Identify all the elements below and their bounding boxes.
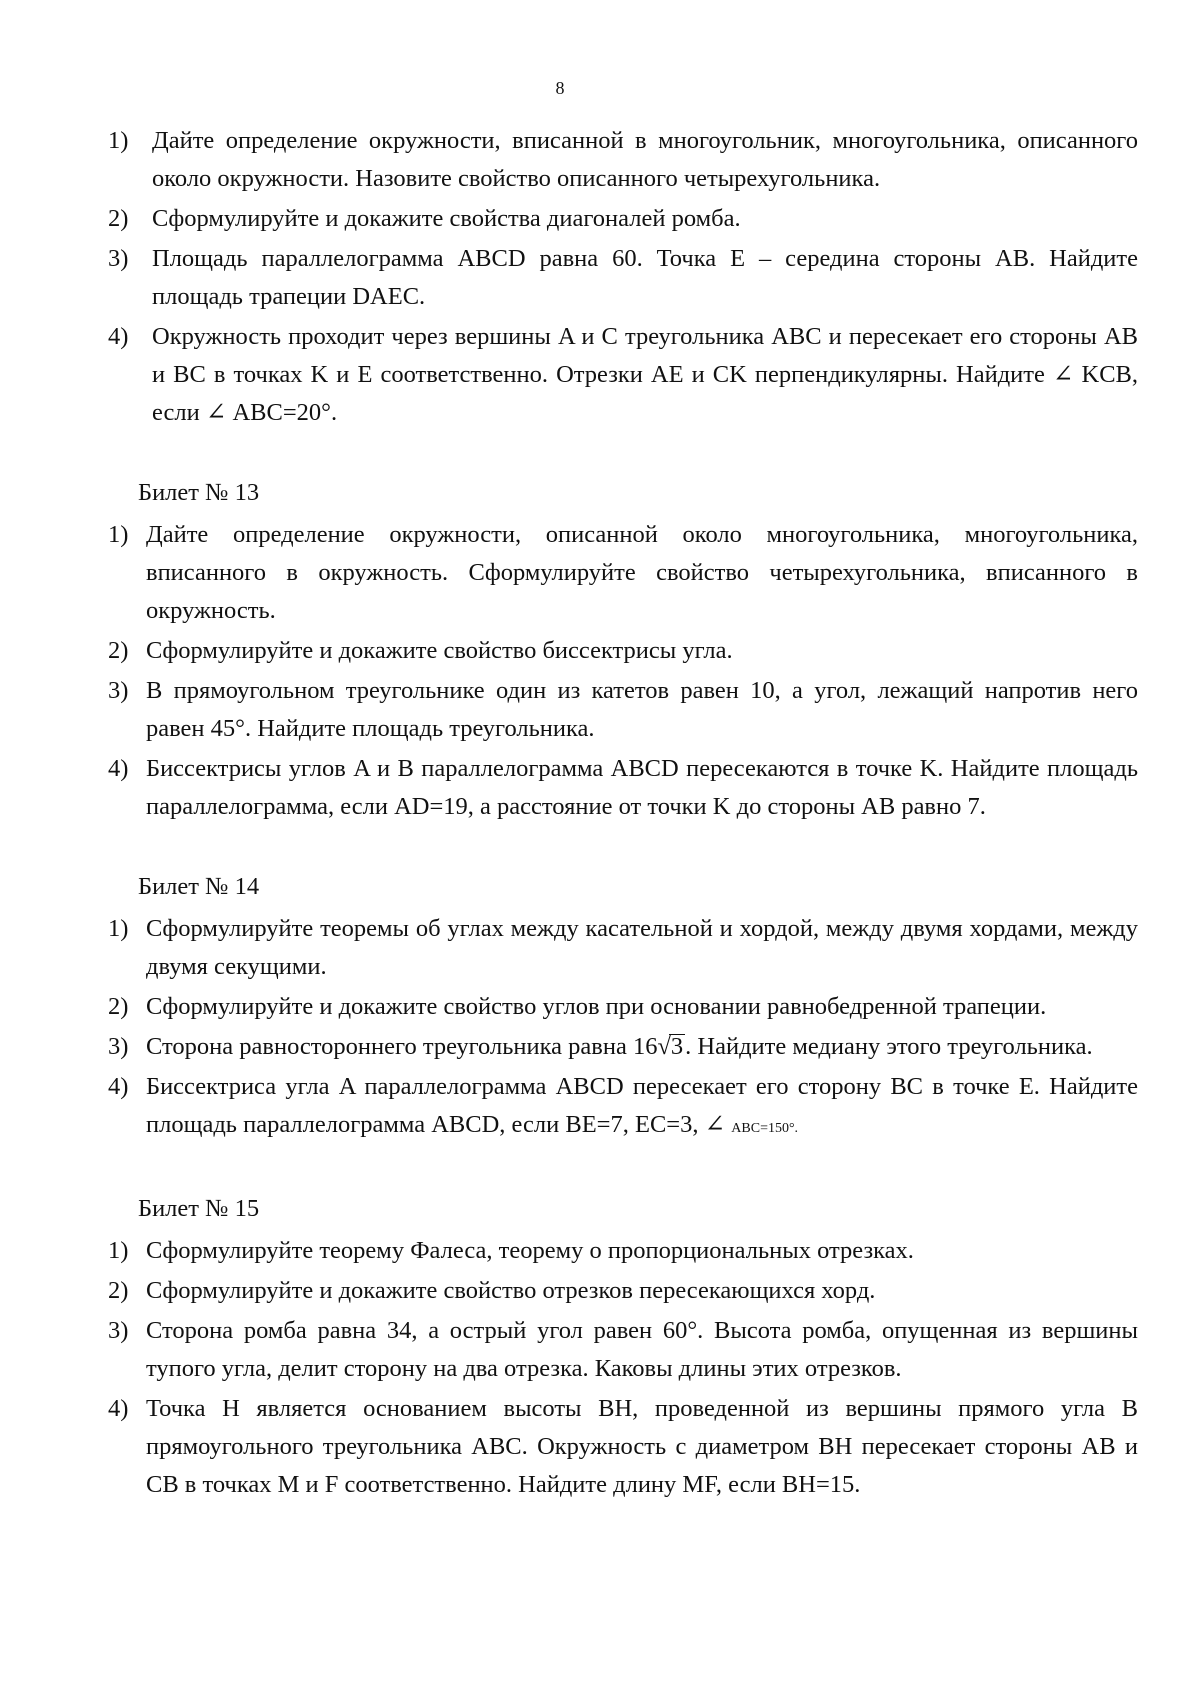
question-number: 3) xyxy=(108,1033,129,1060)
question-item xyxy=(108,200,1138,238)
question-text: Сформулируйте теорему Фалеса, теорему о пропорциональных отрезках. xyxy=(146,1237,914,1264)
question-item xyxy=(108,1272,1138,1310)
question-text: Биссектрисы углов A и B параллелограмма ABCD пересекаются в точке K. Найдите площадь параллелограмма, если AD=19, а расстояние от точки K до стороны AB равно 7. xyxy=(146,755,1138,820)
ticket-title: Билет № 13 xyxy=(138,479,260,506)
question-number: 3) xyxy=(108,677,129,704)
question-text: Сторона ромба равна 34, а острый угол равен 60°. Высота ромба, опущенная из вершины тупого угла, делит сторону на два отрезка. Каковы длины этих отрезков. xyxy=(146,1317,1138,1382)
ticket-title: Билет № 15 xyxy=(138,1195,260,1222)
question-text xyxy=(146,1028,1138,1066)
page-number: 8 xyxy=(555,78,565,98)
question-text: Окружность проходит через вершины A и C треугольника ABC и пересекает его стороны AB и BC в точках K и E соответственно. Отрезки AE и CK перпендикулярны. Найдите ∠ KCB, если ∠ ABC=20°. xyxy=(152,323,1138,426)
question-item xyxy=(108,750,1138,826)
question-number: 1) xyxy=(108,127,129,154)
question-item xyxy=(108,318,1138,432)
sqrt-radicand: 3 xyxy=(670,1033,684,1060)
question-text: В прямоугольном треугольнике один из катетов равен 10, а угол, лежащий напротив него равен 45°. Найдите площадь треугольника. xyxy=(146,677,1138,742)
question-text: Сформулируйте теоремы об углах между касательной и хордой, между двумя хордами, между двумя секущими. xyxy=(146,915,1138,980)
question-text-part: . Найдите медиану этого треугольника. xyxy=(685,1033,1093,1060)
question-item xyxy=(108,988,1138,1026)
question-text: Точка H является основанием высоты BH, проведенной из вершины прямого угла B прямоугольного треугольника ABC. Окружность с диаметром BH пересекает стороны AB и CB в точках M и F соответственно. Найдите длину MF, если BH=15. xyxy=(146,1395,1138,1498)
question-item xyxy=(108,632,1138,670)
question-text: Сформулируйте и докажите свойство углов при основании равнобедренной трапеции. xyxy=(146,993,1047,1020)
question-text: Площадь параллелограмма ABCD равна 60. Точка E – середина стороны AB. Найдите площадь трапеции DAEC. xyxy=(152,245,1138,310)
ticket-title: Билет № 14 xyxy=(138,873,260,900)
question-text: Дайте определение окружности, вписанной в многоугольник, многоугольника, описанного около окружности. Назовите свойство описанного четырехугольника. xyxy=(152,127,1138,192)
question-number: 2) xyxy=(108,1277,129,1304)
question-item xyxy=(108,1232,1138,1270)
question-text: Сформулируйте и докажите свойства диагоналей ромба. xyxy=(152,205,741,232)
document-body xyxy=(108,122,1138,1506)
question-number: 4) xyxy=(108,323,129,350)
question-text xyxy=(146,1068,1138,1148)
question-number: 1) xyxy=(108,1237,129,1264)
question-number: 1) xyxy=(108,915,129,942)
angle-value-small: ABC=150°. xyxy=(731,1121,799,1136)
question-number: 1) xyxy=(108,521,129,548)
question-item xyxy=(108,672,1138,748)
question-item xyxy=(108,122,1138,198)
question-text-part: Биссектриса угла A параллелограмма ABCD пересекает его сторону BC в точке E. Найдите площадь параллелограмма ABCD, если BE=7, EC=3, ∠ xyxy=(146,1073,1138,1138)
question-number: 3) xyxy=(108,1317,129,1344)
question-text: Сформулируйте и докажите свойство отрезков пересекающихся хорд. xyxy=(146,1277,876,1304)
ticket-15 xyxy=(108,1190,1138,1504)
question-block-continued xyxy=(108,122,1138,432)
question-item xyxy=(108,1312,1138,1388)
question-item xyxy=(108,1028,1138,1066)
question-item xyxy=(108,910,1138,986)
question-number: 3) xyxy=(108,245,129,272)
question-number: 4) xyxy=(108,1395,129,1422)
question-number: 2) xyxy=(108,637,129,664)
question-text-part: Сторона равностороннего треугольника равна 16 xyxy=(146,1033,658,1060)
question-text: Дайте определение окружности, описанной около многоугольника, многоугольника, вписанного в окружность. Сформулируйте свойство четырехугольника, вписанного в окружность. xyxy=(146,521,1138,624)
ticket-13 xyxy=(108,474,1138,826)
ticket-14 xyxy=(108,868,1138,1148)
question-item xyxy=(108,516,1138,630)
question-item xyxy=(108,1390,1138,1504)
question-text: Сформулируйте и докажите свойство биссектрисы угла. xyxy=(146,637,733,664)
sqrt-expression: √3 xyxy=(657,1033,684,1060)
question-number: 4) xyxy=(108,755,129,782)
question-number: 2) xyxy=(108,993,129,1020)
question-item xyxy=(108,240,1138,316)
question-number: 2) xyxy=(108,205,129,232)
question-number: 4) xyxy=(108,1073,129,1100)
question-item xyxy=(108,1068,1138,1148)
